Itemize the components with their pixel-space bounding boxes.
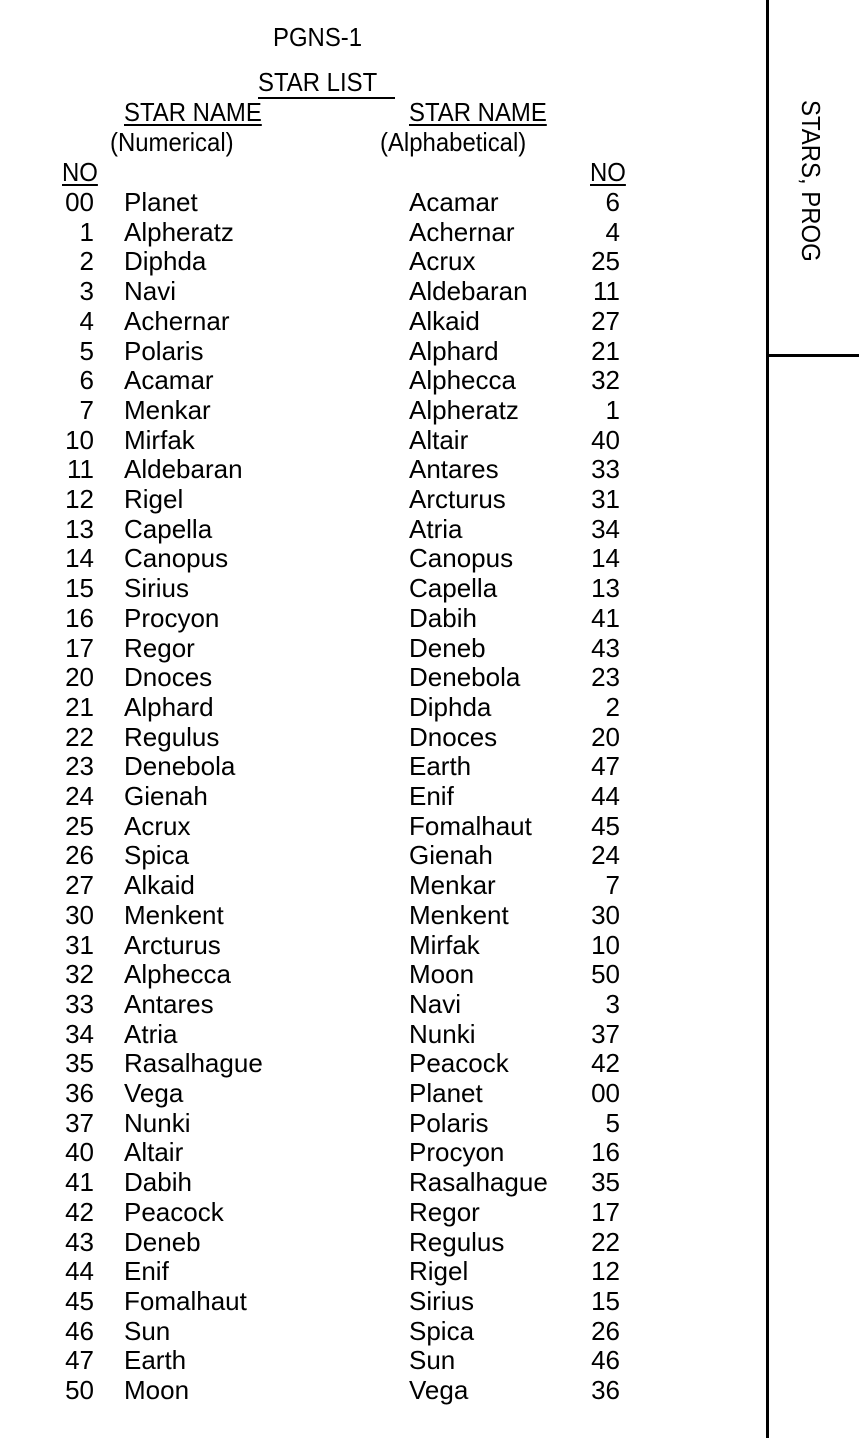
star-number-cell: 27 bbox=[65, 870, 94, 901]
star-number-alphabetical-cell: 5 bbox=[605, 1107, 620, 1138]
star-number-cell: 12 bbox=[65, 484, 94, 514]
star-number-alphabetical-cell: 45 bbox=[591, 810, 620, 841]
table-row bbox=[0, 1019, 760, 1049]
star-name-alphabetical-cell: Mirfak bbox=[409, 929, 480, 960]
star-number-cell: 20 bbox=[65, 662, 94, 693]
star-name-alphabetical-cell: Acamar bbox=[409, 187, 499, 217]
table-row bbox=[0, 930, 760, 960]
star-number-cell: 22 bbox=[65, 721, 94, 752]
star-name-numerical-cell: Alpheratz bbox=[124, 216, 234, 247]
star-number-cell: 26 bbox=[65, 840, 94, 871]
star-number-cell: 7 bbox=[79, 394, 94, 425]
star-number-cell: 31 bbox=[65, 929, 94, 960]
star-number-alphabetical-cell: 17 bbox=[591, 1196, 620, 1227]
star-number-alphabetical-cell: 3 bbox=[605, 988, 620, 1019]
table-row bbox=[0, 870, 760, 900]
star-number-cell: 1 bbox=[79, 216, 94, 247]
star-name-numerical-cell: Arcturus bbox=[124, 929, 221, 960]
star-number-alphabetical-cell: 37 bbox=[591, 1018, 620, 1049]
star-number-alphabetical-cell: 16 bbox=[591, 1137, 620, 1168]
side-divider-horizontal bbox=[766, 354, 859, 357]
star-name-numerical-cell: Sun bbox=[124, 1315, 171, 1346]
star-number-cell: 44 bbox=[65, 1256, 94, 1287]
star-name-alphabetical-cell: Enif bbox=[409, 781, 454, 811]
star-number-alphabetical-cell: 50 bbox=[591, 959, 620, 990]
star-name-alphabetical-cell: Navi bbox=[409, 988, 462, 1019]
star-number-alphabetical-cell: 25 bbox=[591, 246, 620, 277]
star-name-numerical-cell: Capella bbox=[124, 513, 213, 544]
star-number-alphabetical-cell: 36 bbox=[591, 1375, 620, 1405]
star-name-numerical-cell: Planet bbox=[124, 187, 198, 217]
star-number-cell: 37 bbox=[65, 1107, 94, 1138]
table-row bbox=[0, 1316, 760, 1346]
star-name-numerical-cell: Dabih bbox=[124, 1167, 192, 1198]
star-number-alphabetical-cell: 44 bbox=[591, 781, 620, 811]
star-number-alphabetical-cell: 33 bbox=[591, 454, 620, 485]
page-title: STAR LIST bbox=[258, 67, 378, 97]
star-number-cell: 17 bbox=[65, 632, 94, 663]
star-name-alphabetical-cell: Aldebaran bbox=[409, 276, 528, 307]
header-star-name-left: STAR NAME bbox=[124, 97, 262, 127]
star-name-numerical-cell: Gienah bbox=[124, 781, 208, 811]
star-name-numerical-cell: Acrux bbox=[124, 810, 191, 841]
table-row bbox=[0, 1078, 760, 1108]
star-name-alphabetical-cell: Procyon bbox=[409, 1137, 505, 1168]
star-number-alphabetical-cell: 12 bbox=[591, 1256, 620, 1287]
star-name-numerical-cell: Canopus bbox=[124, 543, 229, 574]
star-name-alphabetical-cell: Diphda bbox=[409, 691, 492, 722]
star-number-cell: 23 bbox=[65, 751, 94, 782]
star-number-alphabetical-cell: 00 bbox=[591, 1078, 620, 1108]
star-number-cell: 4 bbox=[79, 305, 94, 336]
star-name-numerical-cell: Procyon bbox=[124, 602, 220, 633]
star-name-alphabetical-cell: Fomalhaut bbox=[409, 810, 532, 841]
star-name-numerical-cell: Fomalhaut bbox=[124, 1285, 247, 1316]
star-name-numerical-cell: Moon bbox=[124, 1375, 190, 1405]
star-name-numerical-cell: Altair bbox=[124, 1137, 184, 1168]
star-number-alphabetical-cell: 42 bbox=[591, 1048, 620, 1079]
star-number-alphabetical-cell: 43 bbox=[591, 632, 620, 663]
star-name-alphabetical-cell: Denebola bbox=[409, 662, 521, 693]
header-sub-alphabetical: (Alphabetical) bbox=[380, 127, 527, 157]
star-name-numerical-cell: Menkar bbox=[124, 394, 211, 425]
star-name-numerical-cell: Navi bbox=[124, 276, 177, 307]
table-row bbox=[0, 1048, 760, 1078]
table-row bbox=[0, 187, 760, 217]
star-name-numerical-cell: Vega bbox=[124, 1078, 184, 1108]
star-name-numerical-cell: Diphda bbox=[124, 246, 207, 277]
star-name-alphabetical-cell: Alkaid bbox=[409, 305, 480, 336]
star-name-alphabetical-cell: Alpheratz bbox=[409, 394, 519, 425]
side-tab-label: STARS, PROG bbox=[796, 100, 826, 262]
star-number-cell: 50 bbox=[65, 1375, 94, 1405]
star-name-numerical-cell: Aldebaran bbox=[124, 454, 243, 485]
star-name-alphabetical-cell: Dabih bbox=[409, 602, 477, 633]
star-number-alphabetical-cell: 6 bbox=[605, 187, 620, 217]
star-name-alphabetical-cell: Rigel bbox=[409, 1256, 469, 1287]
star-name-numerical-cell: Regor bbox=[124, 632, 195, 663]
star-number-cell: 34 bbox=[65, 1018, 94, 1049]
star-name-alphabetical-cell: Vega bbox=[409, 1375, 469, 1405]
star-number-cell: 32 bbox=[65, 959, 94, 990]
star-name-alphabetical-cell: Antares bbox=[409, 454, 499, 485]
star-name-alphabetical-cell: Alphecca bbox=[409, 365, 516, 396]
star-number-alphabetical-cell: 7 bbox=[605, 870, 620, 901]
star-number-cell: 42 bbox=[65, 1196, 94, 1227]
star-name-alphabetical-cell: Menkent bbox=[409, 899, 509, 930]
star-name-alphabetical-cell: Planet bbox=[409, 1078, 483, 1108]
star-name-alphabetical-cell: Earth bbox=[409, 751, 472, 782]
star-number-cell: 24 bbox=[65, 781, 94, 811]
star-number-cell: 30 bbox=[65, 899, 94, 930]
star-name-numerical-cell: Rigel bbox=[124, 484, 184, 514]
star-number-alphabetical-cell: 10 bbox=[591, 929, 620, 960]
star-number-cell: 25 bbox=[65, 810, 94, 841]
star-number-alphabetical-cell: 32 bbox=[591, 365, 620, 396]
star-number-cell: 21 bbox=[65, 691, 94, 722]
table-row bbox=[0, 840, 760, 870]
star-name-numerical-cell: Earth bbox=[124, 1345, 187, 1376]
table-row bbox=[0, 217, 760, 247]
star-name-alphabetical-cell: Atria bbox=[409, 513, 463, 544]
header-no-left: NO bbox=[62, 157, 98, 187]
star-number-cell: 15 bbox=[65, 573, 94, 604]
table-row bbox=[0, 573, 760, 603]
star-number-cell: 10 bbox=[65, 424, 94, 455]
star-name-alphabetical-cell: Sun bbox=[409, 1345, 456, 1376]
star-number-alphabetical-cell: 24 bbox=[591, 840, 620, 871]
table-row bbox=[0, 662, 760, 692]
star-number-alphabetical-cell: 13 bbox=[591, 573, 620, 604]
star-name-numerical-cell: Antares bbox=[124, 988, 214, 1019]
star-name-alphabetical-cell: Arcturus bbox=[409, 484, 506, 514]
table-row bbox=[0, 603, 760, 633]
table-row bbox=[0, 1227, 760, 1257]
table-row bbox=[0, 811, 760, 841]
star-name-alphabetical-cell: Sirius bbox=[409, 1285, 475, 1316]
star-name-numerical-cell: Rasalhague bbox=[124, 1048, 263, 1079]
table-row bbox=[0, 1197, 760, 1227]
table-row bbox=[0, 781, 760, 811]
star-number-cell: 36 bbox=[65, 1078, 94, 1108]
star-number-cell: 46 bbox=[65, 1315, 94, 1346]
table-row bbox=[0, 276, 760, 306]
side-divider-vertical bbox=[766, 0, 769, 1438]
star-number-alphabetical-cell: 1 bbox=[605, 394, 620, 425]
table-row bbox=[0, 336, 760, 366]
star-number-alphabetical-cell: 21 bbox=[591, 335, 620, 366]
star-name-alphabetical-cell: Polaris bbox=[409, 1107, 489, 1138]
star-name-numerical-cell: Atria bbox=[124, 1018, 178, 1049]
star-number-alphabetical-cell: 46 bbox=[591, 1345, 620, 1376]
table-row bbox=[0, 1108, 760, 1138]
star-number-cell: 5 bbox=[79, 335, 94, 366]
star-name-alphabetical-cell: Moon bbox=[409, 959, 475, 990]
star-number-alphabetical-cell: 22 bbox=[591, 1226, 620, 1257]
table-row bbox=[0, 692, 760, 722]
table-row bbox=[0, 633, 760, 663]
star-name-alphabetical-cell: Gienah bbox=[409, 840, 493, 871]
star-number-alphabetical-cell: 30 bbox=[591, 899, 620, 930]
star-number-cell: 11 bbox=[67, 454, 94, 485]
star-number-cell: 6 bbox=[79, 365, 94, 396]
star-number-alphabetical-cell: 11 bbox=[593, 276, 620, 307]
star-name-alphabetical-cell: Nunki bbox=[409, 1018, 476, 1049]
doc-id: PGNS-1 bbox=[273, 22, 363, 52]
star-name-numerical-cell: Spica bbox=[124, 840, 190, 871]
star-number-alphabetical-cell: 15 bbox=[591, 1285, 620, 1316]
star-number-alphabetical-cell: 27 bbox=[591, 305, 620, 336]
star-number-alphabetical-cell: 20 bbox=[591, 721, 620, 752]
star-name-numerical-cell: Alphecca bbox=[124, 959, 231, 990]
star-name-alphabetical-cell: Dnoces bbox=[409, 721, 498, 752]
star-number-alphabetical-cell: 40 bbox=[591, 424, 620, 455]
star-number-alphabetical-cell: 35 bbox=[591, 1167, 620, 1198]
star-name-alphabetical-cell: Peacock bbox=[409, 1048, 509, 1079]
table-row bbox=[0, 246, 760, 276]
star-name-numerical-cell: Peacock bbox=[124, 1196, 224, 1227]
star-name-alphabetical-cell: Alphard bbox=[409, 335, 499, 366]
table-row bbox=[0, 1345, 760, 1375]
star-number-cell: 3 bbox=[79, 276, 94, 307]
table-row bbox=[0, 1375, 760, 1405]
table-row bbox=[0, 1137, 760, 1167]
star-name-alphabetical-cell: Menkar bbox=[409, 870, 496, 901]
star-number-cell: 00 bbox=[65, 187, 94, 217]
table-row bbox=[0, 454, 760, 484]
table-row bbox=[0, 425, 760, 455]
star-name-alphabetical-cell: Regulus bbox=[409, 1226, 505, 1257]
table-row bbox=[0, 543, 760, 573]
star-name-alphabetical-cell: Altair bbox=[409, 424, 469, 455]
star-number-alphabetical-cell: 34 bbox=[591, 513, 620, 544]
star-number-cell: 40 bbox=[65, 1137, 94, 1168]
star-number-cell: 33 bbox=[65, 988, 94, 1019]
star-name-alphabetical-cell: Acrux bbox=[409, 246, 476, 277]
table-row bbox=[0, 1256, 760, 1286]
table-row bbox=[0, 1167, 760, 1197]
star-number-cell: 13 bbox=[65, 513, 94, 544]
table-row bbox=[0, 395, 760, 425]
star-number-alphabetical-cell: 26 bbox=[591, 1315, 620, 1346]
star-name-numerical-cell: Denebola bbox=[124, 751, 236, 782]
star-name-numerical-cell: Achernar bbox=[124, 305, 230, 336]
star-name-numerical-cell: Nunki bbox=[124, 1107, 191, 1138]
star-number-cell: 45 bbox=[65, 1285, 94, 1316]
star-name-numerical-cell: Menkent bbox=[124, 899, 224, 930]
star-number-cell: 2 bbox=[79, 246, 94, 277]
star-number-alphabetical-cell: 4 bbox=[605, 216, 620, 247]
star-number-cell: 47 bbox=[65, 1345, 94, 1376]
star-number-alphabetical-cell: 31 bbox=[591, 484, 620, 514]
star-name-numerical-cell: Alkaid bbox=[124, 870, 195, 901]
table-row bbox=[0, 989, 760, 1019]
star-name-numerical-cell: Dnoces bbox=[124, 662, 213, 693]
star-number-cell: 35 bbox=[65, 1048, 94, 1079]
header-no-right: NO bbox=[590, 157, 626, 187]
title-underline bbox=[258, 97, 395, 99]
star-name-alphabetical-cell: Rasalhague bbox=[409, 1167, 548, 1198]
star-name-numerical-cell: Enif bbox=[124, 1256, 169, 1287]
header-sub-numerical: (Numerical) bbox=[110, 127, 234, 157]
table-row bbox=[0, 484, 760, 514]
star-name-alphabetical-cell: Achernar bbox=[409, 216, 515, 247]
table-row bbox=[0, 1286, 760, 1316]
table-row bbox=[0, 959, 760, 989]
star-number-cell: 14 bbox=[65, 543, 94, 574]
table-row bbox=[0, 900, 760, 930]
star-name-numerical-cell: Regulus bbox=[124, 721, 220, 752]
star-name-numerical-cell: Polaris bbox=[124, 335, 204, 366]
star-name-numerical-cell: Mirfak bbox=[124, 424, 195, 455]
star-name-alphabetical-cell: Regor bbox=[409, 1196, 480, 1227]
star-number-alphabetical-cell: 2 bbox=[605, 691, 620, 722]
star-name-alphabetical-cell: Spica bbox=[409, 1315, 475, 1346]
star-name-alphabetical-cell: Canopus bbox=[409, 543, 514, 574]
star-name-numerical-cell: Deneb bbox=[124, 1226, 201, 1257]
star-number-alphabetical-cell: 41 bbox=[591, 602, 620, 633]
header-star-name-right: STAR NAME bbox=[409, 97, 547, 127]
table-row bbox=[0, 306, 760, 336]
table-row bbox=[0, 365, 760, 395]
table-row bbox=[0, 722, 760, 752]
table-row bbox=[0, 751, 760, 781]
star-name-numerical-cell: Alphard bbox=[124, 691, 214, 722]
star-name-numerical-cell: Acamar bbox=[124, 365, 214, 396]
star-name-numerical-cell: Sirius bbox=[124, 573, 190, 604]
star-number-alphabetical-cell: 47 bbox=[591, 751, 620, 782]
star-number-cell: 41 bbox=[65, 1167, 94, 1198]
star-number-cell: 16 bbox=[65, 602, 94, 633]
star-name-alphabetical-cell: Capella bbox=[409, 573, 498, 604]
star-number-cell: 43 bbox=[65, 1226, 94, 1257]
star-name-alphabetical-cell: Deneb bbox=[409, 632, 486, 663]
table-row bbox=[0, 514, 760, 544]
star-number-alphabetical-cell: 14 bbox=[591, 543, 620, 574]
star-number-alphabetical-cell: 23 bbox=[591, 662, 620, 693]
